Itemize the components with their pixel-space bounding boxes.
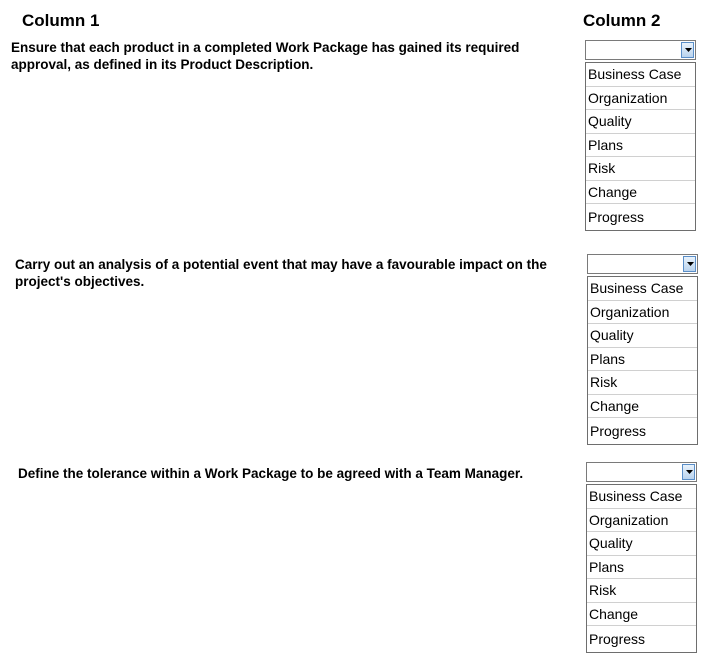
question-3-text: Define the tolerance within a Work Package to be agreed with a Team Manager. <box>18 466 524 481</box>
dropdown-1-option-quality[interactable]: Quality <box>586 110 695 134</box>
chevron-down-icon <box>686 470 693 474</box>
dropdown-3-field[interactable] <box>586 462 697 482</box>
dropdown-3-option-quality[interactable]: Quality <box>587 532 696 556</box>
dropdown-3-option-plans[interactable]: Plans <box>587 556 696 580</box>
dropdown-3-option-progress[interactable]: Progress <box>589 631 646 647</box>
column-1-header: Column 1 <box>22 11 100 30</box>
dropdown-2-option-change[interactable]: Change <box>588 395 697 419</box>
dropdown-1-option-organization[interactable]: Organization <box>586 87 695 111</box>
dropdown-2-options <box>587 276 698 445</box>
dropdown-2-button[interactable] <box>683 256 696 272</box>
dropdown-1-options <box>585 62 696 231</box>
dropdown-1-option-change[interactable]: Change <box>586 181 695 205</box>
column-2-header: Column 2 <box>583 11 661 30</box>
dropdown-2-option-quality[interactable]: Quality <box>588 324 697 348</box>
dropdown-1-option-progress[interactable]: Progress <box>588 209 645 225</box>
dropdown-1-button[interactable] <box>681 42 694 58</box>
dropdown-1-option-plans[interactable]: Plans <box>586 134 695 158</box>
dropdown-3-option-organization[interactable]: Organization <box>587 509 696 533</box>
question-1-text: Ensure that each product in a completed Work Package has gained its required approval, as defined in its Product Description. <box>11 40 520 72</box>
dropdown-2-option-organization[interactable]: Organization <box>588 301 697 325</box>
dropdown-2-option-risk[interactable]: Risk <box>588 371 697 395</box>
question-2-text: Carry out an analysis of a potential event that may have a favourable impact on the project's objectives. <box>15 257 547 289</box>
dropdown-3-options <box>586 484 697 653</box>
dropdown-2-option-business-case[interactable]: Business Case <box>588 277 697 301</box>
dropdown-3-option-business-case[interactable]: Business Case <box>587 485 696 509</box>
answer-dropdown-1[interactable] <box>585 40 696 231</box>
dropdown-3-option-risk[interactable]: Risk <box>587 579 696 603</box>
dropdown-3-button[interactable] <box>682 464 695 480</box>
dropdown-2-option-plans[interactable]: Plans <box>588 348 697 372</box>
answer-dropdown-3[interactable] <box>586 462 697 653</box>
dropdown-2-option-progress[interactable]: Progress <box>590 423 647 439</box>
dropdown-1-option-business-case[interactable]: Business Case <box>586 63 695 87</box>
answer-dropdown-2[interactable] <box>587 254 698 445</box>
chevron-down-icon <box>687 262 694 266</box>
dropdown-1-option-risk[interactable]: Risk <box>586 157 695 181</box>
dropdown-2-field[interactable] <box>587 254 698 274</box>
dropdown-1-field[interactable] <box>585 40 696 60</box>
dropdown-3-option-change[interactable]: Change <box>587 603 696 627</box>
chevron-down-icon <box>685 48 692 52</box>
